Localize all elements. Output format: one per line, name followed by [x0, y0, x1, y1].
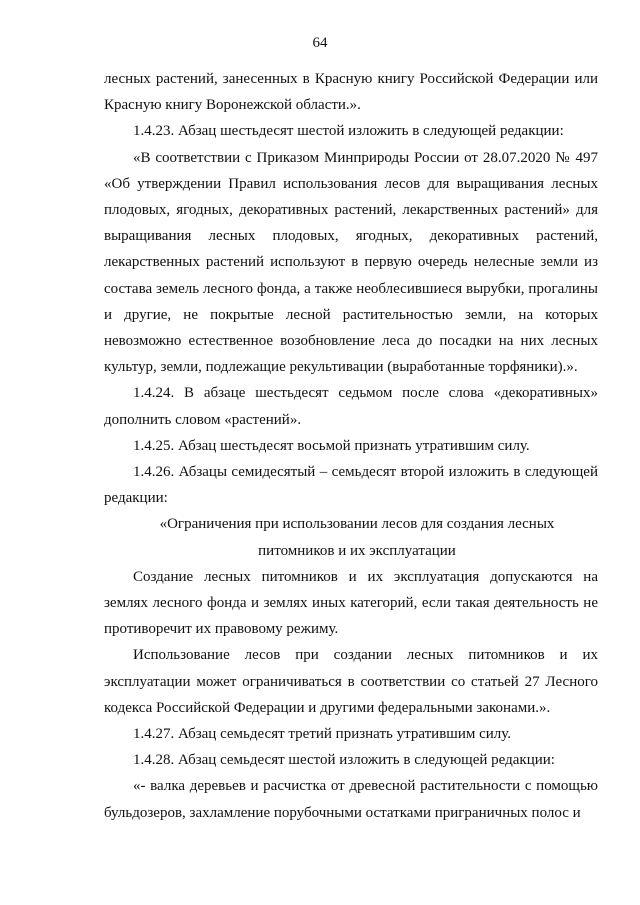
text-line: и другие, не покрытые лесной растительностью земли, на которых: [104, 306, 598, 323]
text-line: «Ограничения при использовании лесов для создания лесных: [159, 516, 555, 533]
text-line: 1.4.23. Абзац шестьдесят шестой изложить в следующей редакции:: [133, 123, 564, 140]
paragraph: [104, 642, 598, 721]
centered-heading: [104, 511, 598, 563]
text-line: Красную книгу Воронежской области.».: [104, 97, 361, 114]
text-line: лесных растений, занесенных в Красную книгу Российской Федерации или: [104, 71, 598, 87]
paragraph: [104, 433, 598, 459]
paragraph: [104, 118, 598, 144]
text-line: 1.4.27. Абзац семьдесят третий признать утратившим силу.: [133, 726, 512, 743]
paragraph: [104, 380, 598, 432]
text-line: 1.4.28. Абзац семьдесят шестой изложить в следующей редакции:: [133, 752, 555, 769]
paragraph: [104, 66, 598, 118]
text-line: «В соответствии с Приказом Минприроды России от 28.07.2020 № 497: [133, 149, 598, 166]
text-line: Использование лесов при создании лесных питомников и их: [133, 647, 598, 664]
paragraph: [104, 145, 598, 381]
text-line: «- валка деревьев и расчистка от древесной растительности с помощью: [133, 778, 598, 795]
text-line: выращивания лесных плодовых, ягодных, декоративных растений,: [104, 228, 598, 245]
text-line: Создание лесных питомников и их эксплуатация допускаются на: [133, 568, 598, 585]
text-line: состава земель лесного фонда, а также необлесившиеся вырубки, прогалины: [104, 280, 598, 297]
text-line: эксплуатации может ограничиваться в соответствии со статьей 27 Лесного: [104, 673, 598, 690]
text-line: культур, земли, подлежащие рекультивации (выработанные торфяники).».: [104, 359, 578, 376]
paragraph: [104, 773, 598, 825]
paragraph: [104, 564, 598, 643]
text-line: плодовых, ягодных, декоративных растений, лекарственных растений» для: [104, 202, 598, 219]
text-line: «Об утверждении Правил использования лесов для выращивания лесных: [104, 175, 598, 192]
text-line: 1.4.25. Абзац шестьдесят восьмой признать утратившим силу.: [133, 437, 530, 454]
text-line: 1.4.24. В абзаце шестьдесят седьмом после слова «декоративных»: [133, 385, 598, 402]
paragraph: [104, 459, 598, 511]
document-body: [104, 66, 598, 826]
page-number: 64: [312, 35, 328, 51]
paragraph: [104, 721, 598, 747]
text-line: землях лесного фонда и землях иных категорий, если такая деятельность не: [104, 595, 598, 612]
text-line: 1.4.26. Абзацы семидесятый – семьдесят второй изложить в следующей: [133, 464, 598, 481]
text-line: редакции:: [104, 490, 168, 507]
text-line: бульдозеров, захламление порубочными остатками приграничных полос и: [104, 804, 581, 821]
text-line: дополнить словом «растений».: [104, 411, 302, 428]
text-line: невозможно естественное возобновление леса до посадки на них лесных: [104, 333, 598, 350]
text-line: кодекса Российской Федерации и другими федеральными законами.».: [104, 699, 551, 716]
text-line: лекарственных растений используют в первую очередь нелесные земли из: [104, 254, 598, 271]
text-line: питомников и их эксплуатации: [258, 542, 456, 559]
paragraph: [104, 747, 598, 773]
text-line: противоречит их правовому режиму.: [104, 621, 339, 638]
